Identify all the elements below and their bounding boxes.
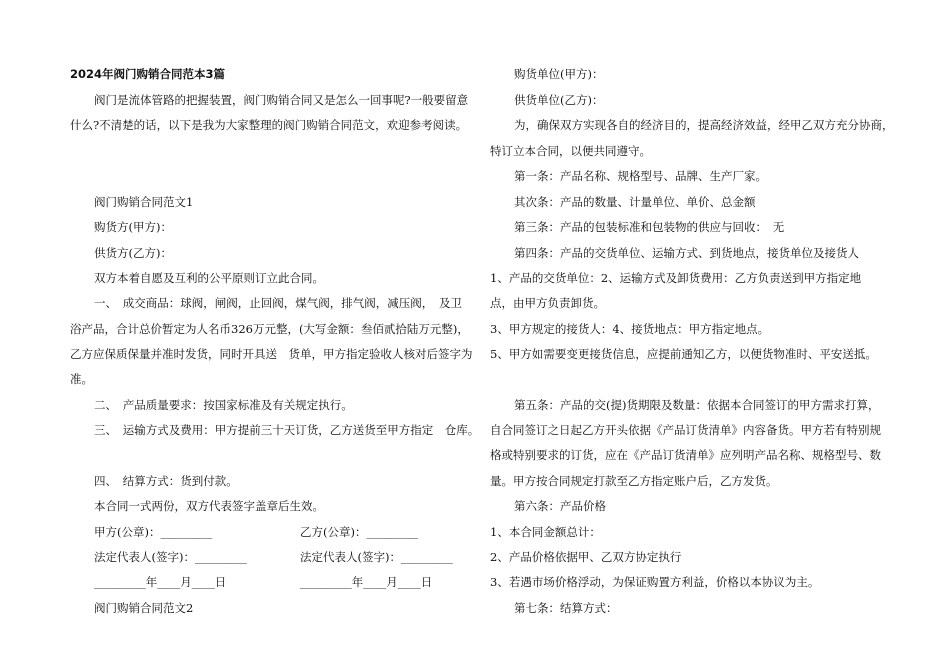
article-2: 其次条：产品的数量、计量单位、单价、总金额: [514, 195, 756, 209]
clause1-line-1: 一、 成交商品：球阀，闸阀，止回阀，煤气阀，排气阀，减压阀， 及卫: [94, 296, 462, 310]
intro-line-1: 阀门是流体管路的把握装置，阀门购销合同又是怎么一回事呢?一般要留意: [94, 93, 469, 107]
purpose-line-1: 为，确保双方实现各自的经济目的，提高经济效益，经甲乙双方充分协商，: [514, 118, 894, 132]
intro-line-2: 什么?不清楚的话，以下是我为大家整理的阀门购销合同范文，欢迎参考阅读。: [70, 118, 468, 132]
change-notice-line: 5、甲方如需要变更接货信息，应提前通知乙方，以便货物准时、平安送抵。: [490, 347, 877, 361]
purpose-line-2: 特订立本合同，以便共同遵守。: [490, 144, 651, 158]
document-title: 2024年阀门购销合同范本3篇: [70, 67, 226, 81]
receiver-line: 3、甲方规定的接货人：4、接货地点：甲方指定地点。: [490, 322, 770, 336]
buyer-unit-line: 购货单位(甲方)：: [514, 67, 604, 81]
clause1-line-4: 准。: [70, 372, 93, 386]
price-total-line: 1、本合同金额总计：: [490, 525, 601, 539]
party-a-seal: 甲方(公章)：_________: [94, 525, 213, 539]
clause4: 四、 结算方式：货到付款。: [94, 474, 238, 488]
article-7: 第七条：结算方式：: [514, 601, 618, 615]
rep-b-signature: 法定代表人(签字)：_________: [300, 550, 453, 564]
delivery-line-2: 点，由甲方负责卸货。: [490, 296, 605, 310]
article-1: 第一条：产品名称、规格型号、品牌、生产厂家。: [514, 169, 767, 183]
article-5-line-2: 自合同签订之日起乙方开头依据《产品订货清单》内容备货。甲方若有特别规: [490, 423, 881, 437]
sample1-heading: 阀门购销合同范文1: [94, 195, 194, 209]
price-fluctuation-line: 3、若遇市场价格浮动，为保证购置方利益，价格以本协议为主。: [490, 575, 820, 589]
price-basis-line: 2、产品价格依据甲、乙双方协定执行: [490, 550, 682, 564]
rep-a-signature: 法定代表人(签字)：_________: [94, 550, 247, 564]
buyer-line: 购货方(甲方)：: [94, 220, 172, 234]
article-5-line-1: 第五条：产品的交(提)货期限及数量：依据本合同签订的甲方需求打算，: [514, 398, 880, 412]
party-b-seal: 乙方(公章)：_________: [300, 525, 419, 539]
principle-line: 双方本着自愿及互利的公平原则订立此合同。: [94, 271, 324, 285]
seller-line: 供货方(乙方)：: [94, 246, 172, 260]
clause1-line-2: 浴产品，合计总价暂定为人名币326万元整，(大写金额：叁佰贰拾陆万元整)，: [70, 322, 469, 336]
seller-unit-line: 供货单位(乙方)：: [514, 93, 604, 107]
article-4: 第四条：产品的交货单位、运输方式、到货地点，接货单位及接货人: [514, 246, 859, 260]
article-5-line-4: 量。甲方按合同规定打款至乙方指定账户后，乙方发货。: [490, 474, 778, 488]
clause3: 三、 运输方式及费用：甲方提前三十天订货，乙方送货至甲方指定 仓库。: [94, 423, 480, 437]
clause1-line-3: 乙方应保质保量并准时发货，同时开具送 货单，甲方指定验收人核对后签字为: [70, 347, 473, 361]
article-3: 第三条：产品的包装标准和包装物的供应与回收： 无: [514, 220, 785, 234]
clause2: 二、 产品质量要求：按国家标准及有关规定执行。: [94, 398, 353, 412]
copies-line: 本合同一式两份，双方代表签字盖章后生效。: [94, 499, 324, 513]
date-b: _________年____月____日: [300, 575, 433, 589]
date-a: _________年____月____日: [94, 575, 227, 589]
sample2-heading: 阀门购销合同范文2: [94, 601, 194, 615]
article-6: 第六条：产品价格: [514, 499, 606, 513]
delivery-line-1: 1、产品的交货单位：2、运输方式及卸货费用：乙方负责送到甲方指定地: [490, 271, 862, 285]
article-5-line-3: 格或特别要求的订货，应在《产品订货清单》应列明产品名称、规格型号、数: [490, 448, 881, 462]
